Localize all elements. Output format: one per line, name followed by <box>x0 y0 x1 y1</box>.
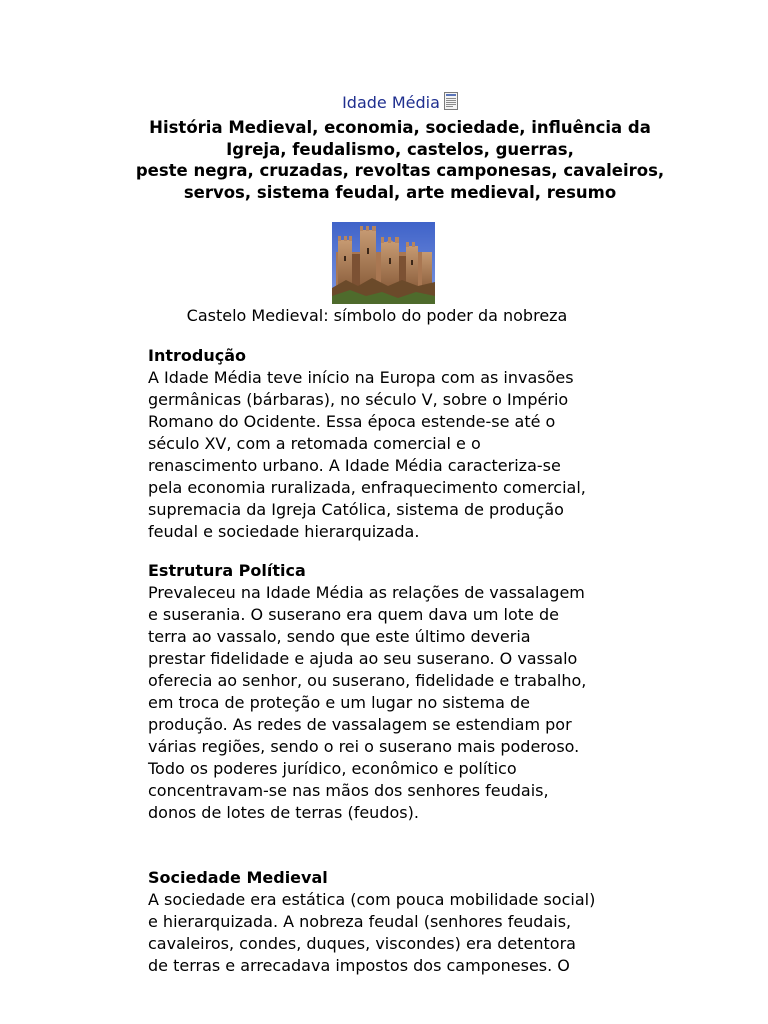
section-sociedade-medieval <box>148 867 668 977</box>
castle-image <box>332 222 435 304</box>
paragraph-line: Prevaleceu na Idade Média as relações de vassalagem <box>148 583 585 602</box>
paragraph-line: germânicas (bárbaras), no século V, sobre o Império <box>148 390 569 409</box>
paragraph-line: Romano do Ocidente. Essa época estende-se até o <box>148 412 556 431</box>
paragraph-line: século XV, com a retomada comercial e o <box>148 434 481 453</box>
paragraph-line: A Idade Média teve início na Europa com as invasões <box>148 368 574 387</box>
headline-line: peste negra, cruzadas, revoltas camponesas, cavaleiros, <box>135 161 665 180</box>
section-heading: Introdução <box>148 346 246 365</box>
paragraph-line: concentravam-se nas mãos dos senhores feudais, <box>148 781 549 800</box>
paragraph-line: oferecia ao senhor, ou suserano, fidelidade e trabalho, <box>148 671 587 690</box>
headline-line: Igreja, feudalismo, castelos, guerras, <box>226 139 574 159</box>
section-estrutura-politica <box>148 560 668 824</box>
headline-line: História Medieval, economia, sociedade, influência da <box>149 118 651 137</box>
paragraph-line: prestar fidelidade e ajuda ao seu suserano. O vassalo <box>148 649 578 668</box>
paragraph-line: Todo os poderes jurídico, econômico e político <box>148 759 517 778</box>
page-headline <box>100 117 700 203</box>
paragraph-line: várias regiões, sendo o rei o suserano mais poderoso. <box>148 737 580 756</box>
paragraph-line: e suserania. O suserano era quem dava um lote de <box>148 605 559 624</box>
paragraph-line: renascimento urbano. A Idade Média caracteriza-se <box>148 456 561 475</box>
paragraph-line: supremacia da Igreja Católica, sistema de produção <box>148 500 564 519</box>
title-link-row <box>0 92 768 113</box>
image-caption: Castelo Medieval: símbolo do poder da nobreza <box>186 306 568 325</box>
paragraph-line: feudal e sociedade hierarquizada. <box>148 522 420 541</box>
idade-media-link[interactable]: Idade Média <box>342 93 440 112</box>
section-introducao <box>148 345 668 543</box>
section-heading: Estrutura Política <box>148 561 306 580</box>
document-icon[interactable] <box>444 92 458 110</box>
section-heading: Sociedade Medieval <box>148 868 328 887</box>
paragraph-line: A sociedade era estática (com pouca mobilidade social) <box>148 890 596 909</box>
paragraph-line: e hierarquizada. A nobreza feudal (senhores feudais, <box>148 912 572 931</box>
paragraph-line: cavaleiros, condes, duques, viscondes) era detentora <box>148 934 576 953</box>
paragraph-line: em troca de proteção e um lugar no sistema de <box>148 693 531 712</box>
paragraph-line: terra ao vassalo, sendo que este último deveria <box>148 627 531 646</box>
paragraph-line: de terras e arrecadava impostos dos camponeses. O <box>148 956 570 975</box>
paragraph-line: produção. As redes de vassalagem se estendiam por <box>148 715 572 734</box>
headline-line: servos, sistema feudal, arte medieval, resumo <box>183 182 617 202</box>
paragraph-line: pela economia ruralizada, enfraquecimento comercial, <box>148 478 586 497</box>
paragraph-line: donos de lotes de terras (feudos). <box>148 803 419 822</box>
